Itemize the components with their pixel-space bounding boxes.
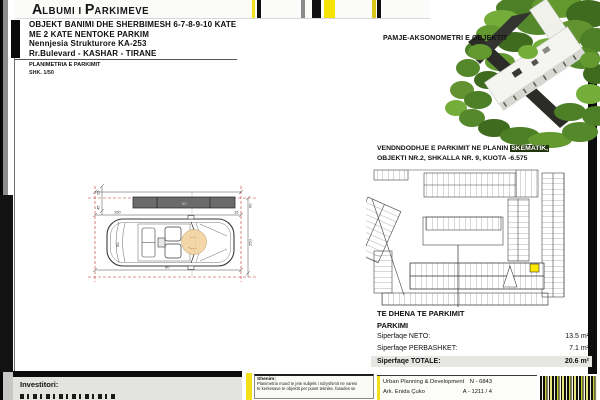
- row-value: 13.5 m²: [565, 333, 589, 340]
- architect-name: Ark. Enida Çuko: [383, 389, 425, 395]
- row-value: 20.6 m²: [564, 358, 589, 365]
- row-label: Siperfaqe TOTALE:: [377, 358, 441, 365]
- row-label: Siperfaqe PERBASHKET:: [377, 345, 458, 352]
- note-line-2: te kerkesave te objektit per puset teknike, fasades se: [257, 386, 356, 392]
- dim-h2: 15: [234, 209, 239, 215]
- location-line-2: OBJEKTI NR.2, SHKALLA NR. 9, KUOTA -6.575: [377, 154, 528, 162]
- header-divider: [15, 59, 237, 60]
- row-value: 7.1 m²: [569, 345, 589, 352]
- project-header: [29, 20, 236, 58]
- highlighted-parking-stall: [530, 264, 539, 272]
- stripe-olive: [372, 0, 376, 18]
- note-title: Shenim:: [257, 377, 276, 382]
- stripe-black-1: [257, 0, 261, 18]
- left-edge-black-bar-lower: [0, 195, 13, 372]
- note-yellow-bar: [246, 373, 252, 400]
- dim-v2: 45: [95, 205, 101, 210]
- obstruction-circle: [182, 230, 207, 255]
- left-edge-bottom-gray: [3, 372, 13, 400]
- dim-v1: 25: [95, 190, 101, 195]
- header-black-block: [11, 20, 20, 58]
- project-line-1: OBJEKT BANIMI DHE SHERBIMESH 6-7-8-9-10 KATE: [29, 20, 237, 29]
- parking-space-drawing: [88, 158, 263, 283]
- parking-data-subtitle: PARKIMI: [377, 321, 409, 330]
- ref-number: N - 6843: [469, 379, 492, 385]
- note-line-1: Planimetria mund te jete subjekt i ndryshimit ne varesi: [257, 381, 358, 387]
- stripe-yellow-1: [252, 0, 255, 18]
- album-title-part1: LBUMI: [42, 6, 79, 17]
- schematic-parking-plan: [366, 167, 588, 309]
- note-box: [254, 374, 374, 399]
- axonometric-render: [420, 0, 600, 148]
- axonometry-caption: PAMJE-AKSONOMETRI E OBJEKTIT: [383, 35, 508, 42]
- dim-right-top: 60: [247, 203, 253, 208]
- investor-label: Investitori:: [20, 380, 59, 389]
- location-highlight: SKEMATIK,: [511, 145, 549, 152]
- table-row-perbashket: [377, 345, 589, 355]
- firm-yellow-bar: [377, 376, 380, 400]
- location-line-1: [377, 144, 592, 154]
- drawing-scale: SHK. 1/50: [29, 70, 54, 76]
- table-row-neto: [377, 333, 589, 343]
- dim-h1: 150: [114, 209, 121, 215]
- stripe-gray-1: [301, 0, 305, 18]
- investor-name-clipped: [20, 394, 116, 399]
- table-row-totale: [377, 358, 589, 368]
- location-heading: [377, 144, 592, 163]
- parking-data-title: TE DHENA TE PARKIMIT: [377, 309, 465, 318]
- barcode: [540, 376, 597, 400]
- dim-left: 50: [115, 242, 120, 247]
- license-number: A - 1211 / 4: [462, 389, 492, 395]
- car-top-view: [107, 216, 234, 270]
- stripe-black-3: [377, 0, 381, 18]
- stripe-black-2: [312, 0, 321, 18]
- drawing-title: PLANIMETRIA E PARKIMIT: [29, 62, 101, 68]
- album-title-part2: ARKIMEVE: [94, 6, 150, 17]
- dim-wall: 60: [182, 201, 187, 206]
- dim-right-mid: 250: [247, 239, 253, 246]
- firm-name: Urban Planning & Development: [383, 379, 465, 385]
- project-line-2: ME 2 KATE NENTOKE PARKIM: [29, 29, 150, 39]
- left-frame-line: [14, 56, 15, 372]
- album-title-cap-p: P: [84, 1, 95, 18]
- project-line-4: Rr.Bulevard - KASHAR - TIRANE: [29, 48, 157, 58]
- location-line1-text: VENDNDODHJE E PARKIMIT NE PLANIN: [377, 145, 511, 152]
- stripe-yellow-2: [324, 0, 335, 18]
- row-label: Siperfaqe NETO:: [377, 333, 431, 340]
- left-edge-gray-bar: [3, 0, 8, 195]
- album-title: [32, 0, 149, 18]
- dim-bottom: 60: [165, 264, 170, 270]
- album-title-mid: I: [78, 6, 85, 17]
- album-title-cap-a: A: [32, 1, 43, 18]
- project-line-3: Nennjesia Strukturore KA-253: [29, 39, 147, 48]
